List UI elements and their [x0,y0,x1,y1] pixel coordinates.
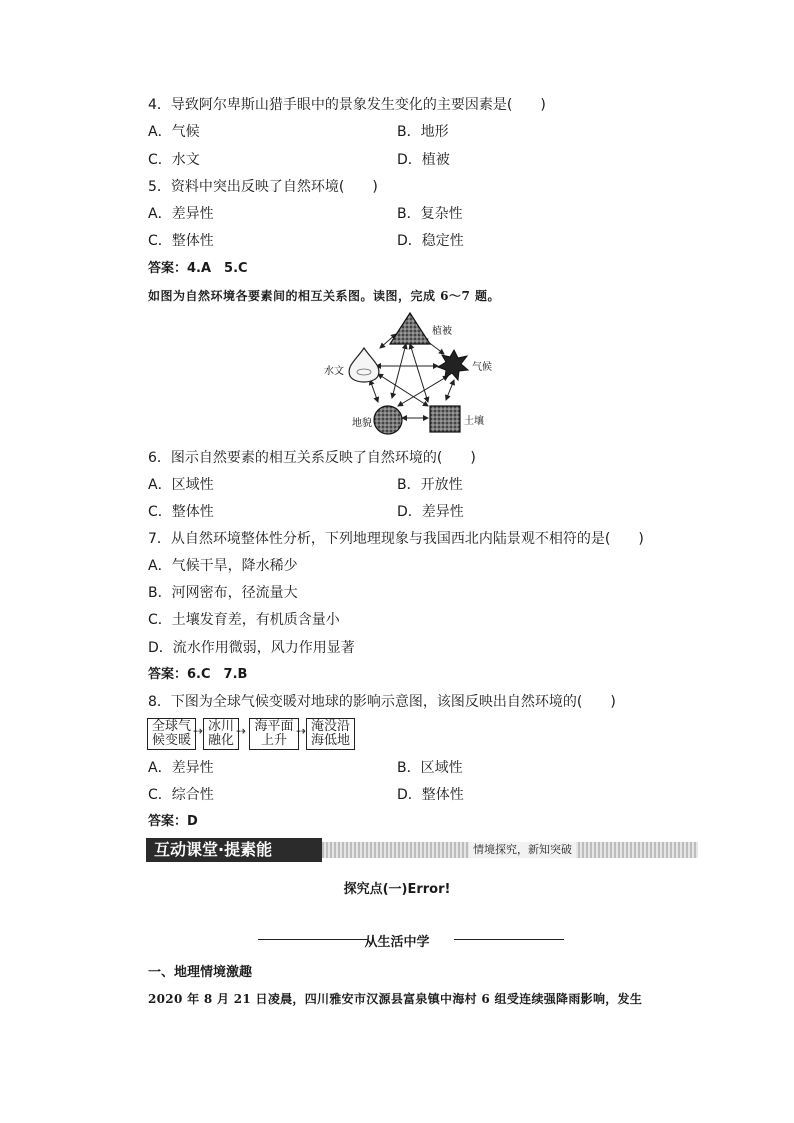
question-6-option-a: A．区域性 [148,477,214,493]
label-hydrology: 水文 [324,366,344,377]
question-5-option-d: D．稳定性 [397,233,464,249]
label-climate: 气候 [472,362,492,373]
flow-step-4-line-1: 淹没沿 [310,719,350,734]
question-7-option-c: C．土壤发育差，有机质含量小 [148,612,340,628]
label-vegetation: 植被 [432,326,452,337]
flow-step-1-line-2: 候变暖 [151,733,191,748]
diagram-svg [318,310,508,440]
flow-step-1 [147,718,196,750]
flow-arrow-icon: ⇢ [193,724,204,738]
question-4-stem: 4．导致阿尔卑斯山猎手眼中的景象发生变化的主要因素是( ) [148,97,546,113]
question-7-option-b: B．河网密布，径流量大 [148,585,298,601]
question-5-option-c: C．整体性 [148,233,214,249]
question-6-option-b: B．开放性 [397,477,463,493]
heading-1: 一、地理情境激趣 [148,965,253,980]
question-8-option-c: C．综合性 [148,787,214,803]
flow-step-3 [249,718,299,750]
section-title: 探究点(一)Error! [343,882,451,897]
subsection-title: 从生活中学 [364,935,430,950]
flow-step-3-line-2: 上升 [260,733,287,748]
flow-step-3-line-1: 海平面 [254,719,294,734]
flow-step-2 [203,718,239,750]
question-5-option-b: B．复杂性 [397,206,463,222]
flow-step-2-line-2: 融化 [207,733,234,748]
question-5-option-a: A．差异性 [148,206,214,222]
flow-step-4 [306,718,355,750]
question-4-option-a: A．气候 [148,124,200,140]
question-4-option-d: D．植被 [397,152,450,168]
section-banner [146,838,698,862]
flow-arrow-icon: ⇢ [236,724,247,738]
question-6-option-c: C．整体性 [148,504,214,520]
question-7-option-a: A．气候干旱，降水稀少 [148,558,298,574]
diagram-arrows [370,334,454,418]
intro-6-7: 如图为自然环境各要素间的相互关系图。读图，完成 6～7 题。 [148,289,501,303]
answer-6-7: 答案：6.C 7.B [148,667,248,682]
answer-8: 答案：D [148,814,198,829]
paragraph-1: 2020 年 8 月 21 日凌晨，四川雅安市汉源县富泉镇中海村 6 组受连续强降雨影响，发生 [148,992,643,1006]
flow-step-1-line-1: 全球气 [151,719,191,734]
question-8-option-d: D．整体性 [397,787,464,803]
label-soil: 土壤 [464,416,484,427]
question-5-stem: 5．资料中突出反映了自然环境( ) [148,179,378,195]
flow-step-4-line-2: 海低地 [310,733,350,748]
question-8-option-a: A．差异性 [148,760,214,776]
question-8-stem: 8．下图为全球气候变暖对地球的影响示意图，该图反映出自然环境的( ) [148,694,616,710]
soil-icon [430,406,460,432]
question-6-option-d: D．差异性 [397,504,464,520]
banner-subtitle: 情境探究，新知突破 [469,842,576,858]
label-landform: 地貌 [352,418,372,429]
landform-icon [374,406,402,434]
flow-arrow-icon: ⇢ [296,724,307,738]
question-8-option-b: B．区域性 [397,760,463,776]
natural-elements-diagram [318,310,508,440]
answer-4-5: 答案：4.A 5.C [148,261,248,276]
question-7-stem: 7．从自然环境整体性分析，下列地理现象与我国西北内陆景观不相符的是( ) [148,531,644,547]
banner-title: 互动课堂·提素能 [146,838,322,862]
question-7-option-d: D．流水作用微弱，风力作用显著 [148,640,355,656]
question-4-option-b: B．地形 [397,124,449,140]
divider-right [454,939,564,940]
climate-icon [438,350,468,380]
question-6-stem: 6．图示自然要素的相互关系反映了自然环境的( ) [148,450,476,466]
vegetation-icon [390,313,430,344]
question-4-option-c: C．水文 [148,152,200,168]
hydrology-icon [349,348,379,382]
flow-step-2-line-1: 冰川 [207,719,234,734]
